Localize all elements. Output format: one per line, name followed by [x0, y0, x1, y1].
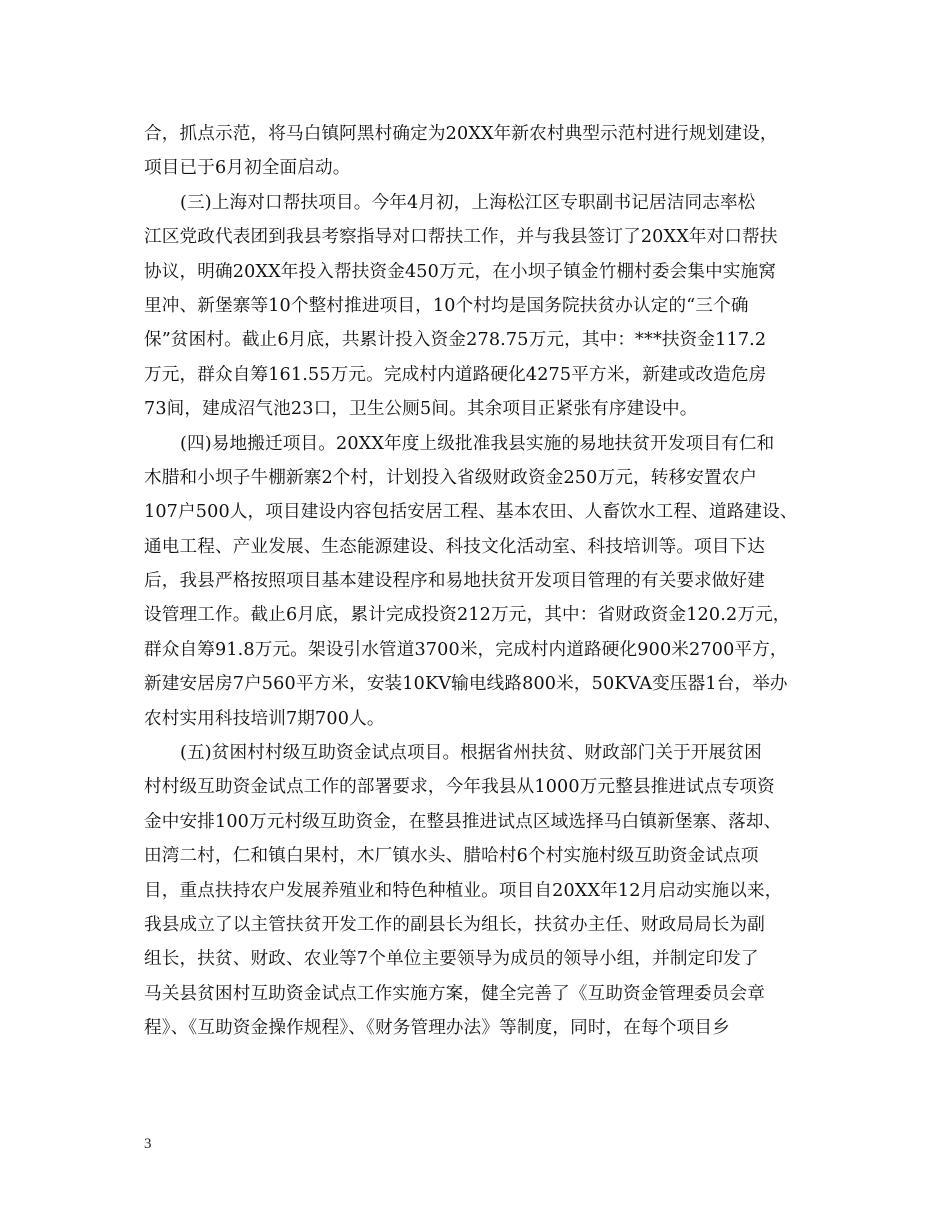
text-line: 里冲、新堡寨等10个整村推进项目，10个村均是国务院扶贫办认定的“三个确	[144, 295, 749, 316]
text-line: 我县成立了以主管扶贫开发工作的副县长为组长，扶贫办主任、财政局局长为副	[144, 914, 766, 935]
page-number: 3	[144, 1136, 152, 1152]
text-line: 金中安排100万元村级互助资金，在整县推进试点区域选择马白镇新堡寨、落却、	[144, 811, 782, 832]
text-line: 合，抓点示范，将马白镇阿黑村确定为20XX年新农村典型示范村进行规划建设，	[144, 124, 778, 144]
text-line: 项目已于6月初全面启动。	[144, 158, 351, 179]
text-line: 农村实用科技培训7期700人。	[144, 708, 385, 729]
text-line: 群众自筹91.8万元。架设引水管道3700米，完成村内道路硬化900米2700平方，	[144, 639, 788, 660]
body-text	[144, 117, 834, 1046]
text-line: 新建安居房7户560平方米，安装10KV输电线路800米，50KVA变压器1台，举办	[144, 674, 788, 695]
text-line: 村村级互助资金试点工作的部署要求，今年我县从1000万元整县推进试点专项资	[144, 777, 775, 798]
text-line: 组长，扶贫、财政、农业等7个单位主要领导为成员的领导小组，并制定印发了	[144, 949, 759, 970]
text-line: 通电工程、产业发展、生态能源建设、科技文化活动室、科技培训等。项目下达	[144, 536, 766, 557]
text-line: 设管理工作。截止6月底，累计完成投资212万元，其中：省财政资金120.2万元，	[144, 605, 791, 626]
text-line: (三)上海对口帮扶项目。今年4月初，上海松江区专职副书记居洁同志率松	[180, 192, 756, 213]
text-line: 江区党政代表团到我县考察指导对口帮扶工作，并与我县签订了20XX年对口帮扶	[144, 227, 778, 248]
text-line: 程》、《互助资金操作规程》、《财务管理办法》等制度，同时，在每个项目乡	[144, 1018, 730, 1039]
text-line: (五)贫困村村级互助资金试点项目。根据省州扶贫、财政部门关于开展贫困	[180, 743, 762, 764]
text-line: 保”贫困村。截止6月底，共累计投入资金278.75万元，其中：***扶资金117.2	[144, 330, 767, 351]
text-line: 协议，明确20XX年投入帮扶资金450万元，在小坝子镇金竹棚村委会集中实施窝	[144, 261, 777, 282]
text-line: 目，重点扶持农户发展养殖业和特色种植业。项目自20XX年12月启动实施以来，	[144, 880, 783, 901]
text-line: 后，我县严格按照项目基本建设程序和易地扶贫开发项目管理的有关要求做好建	[144, 571, 766, 592]
text-line: (四)易地搬迁项目。20XX年度上级批准我县实施的易地扶贫开发项目有仁和	[180, 433, 775, 454]
text-line: 马关县贫困村互助资金试点工作实施方案，健全完善了《互助资金管理委员会章	[144, 983, 766, 1004]
text-line: 73间，建成沼气池23口，卫生公厕5间。其余项目正紧张有序建设中。	[144, 399, 698, 420]
text-line: 万元，群众自筹161.55万元。完成村内道路硬化4275平方米，新建或改造危房	[144, 364, 767, 385]
text-line: 107户500人，项目建设内容包括安居工程、基本农田、人畜饮水工程、道路建设、	[144, 502, 798, 523]
text-line: 田湾二村，仁和镇白果村，木厂镇水头、腊哈村6个村实施村级互助资金试点项	[144, 846, 759, 867]
text-line: 木腊和小坝子牛棚新寨2个村，计划投入省级财政资金250万元，转移安置农户	[144, 467, 758, 488]
